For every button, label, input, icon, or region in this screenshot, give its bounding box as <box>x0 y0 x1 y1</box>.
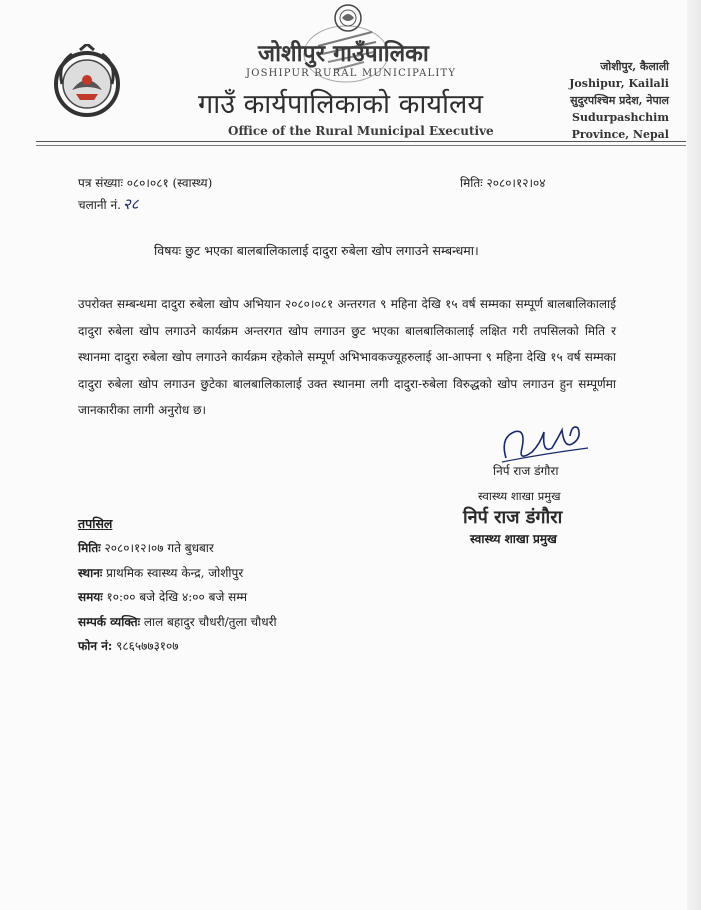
office-name-devanagari: गाउँ कार्यपालिकाको कार्यालय <box>198 89 483 120</box>
schedule-row <box>78 588 247 605</box>
header-divider <box>36 145 686 146</box>
schedule-label: फोन नं: <box>78 639 113 653</box>
schedule-label: मितिः <box>78 541 101 555</box>
schedule-value: प्राथमिक स्वास्थ्य केन्द्र, जोशीपुर <box>106 566 244 580</box>
signatory-title-stamp: स्वास्थ्य शाखा प्रमुख <box>470 532 557 546</box>
signatory-name-handwritten: निर्प राज डंगौरा <box>493 464 559 478</box>
letter-date: मितिः २०८०।१२।०४ <box>460 176 546 190</box>
schedule-row <box>78 564 243 581</box>
schedule-row <box>78 613 277 630</box>
dispatch-number-handwritten: २८ <box>122 195 139 213</box>
signatory-title: स्वास्थ्य शाखा प्रमुख <box>478 489 561 503</box>
address-line: सुदुरपश्चिम प्रदेश, नेपाल <box>570 94 669 107</box>
office-name-english: Office of the Rural Municipal Executive <box>228 124 494 138</box>
municipality-name-devanagari: जोशीपुर गाउँपालिका <box>258 40 429 67</box>
letter-subject: विषयः छुट भएका बालबालिकालाई दादुरा रुबेला खोप लगाउने सम्बन्धमा। <box>154 243 479 258</box>
reference-number: पत्र संख्याः ०८०।०८१ (स्वास्थ्य) <box>78 176 213 190</box>
schedule-row <box>78 539 214 556</box>
schedule-title: तपसिल <box>78 516 113 531</box>
dispatch-number <box>78 194 139 214</box>
page-edge-shadow <box>687 0 701 910</box>
schedule-value: ९८६५७७३१०७ <box>116 639 179 653</box>
address-line: Province, Nepal <box>571 128 669 141</box>
dispatch-label: चलानी नं. <box>78 198 121 212</box>
address-line: Sudurpashchim <box>572 111 669 124</box>
handwritten-signature <box>492 418 592 468</box>
schedule-value: लाल बहादुर चौधरी/तुला चौधरी <box>143 615 277 629</box>
header-divider <box>36 141 686 142</box>
office-address <box>569 58 669 143</box>
letter-body: उपरोक्त सम्बन्धमा दादुरा रुबेला खोप अभियान २०८०।०८१ अन्तरगत ९ महिना देखि १५ वर्ष सम्मका सम्पूर्ण बालबालिकालाई दादुरा रुबेला खोप लगाउने कार्यक्रम अन्तरगत खोप लगाउन छुट भएका बालबालिकालाई लक्षित गरी तपसिलको मिति र स्थानमा दादुरा रुबेला खोप लगाउने कार्यक्रम रहेकोले सम्पूर्ण अभिभावकज्यूहरुलाई आ-आफ्ना ९ महिना देखि १५ वर्ष सम्मका दादुरा रुबेला खोप लगाउन छुटेका बालबालिकालाई उक्त स्थानमा लगी दादुरा-रुबेला विरुद्धको खोप लगाउन हुन सम्पूर्णमा जानकारीका लागी अनुरोध छ। <box>78 297 616 417</box>
schedule-value: २०८०।१२।०७ गते बुधबार <box>104 541 214 555</box>
schedule-value: १०:०० बजे देखि ४:०० बजे सम्म <box>106 590 248 604</box>
municipality-name-english: JOSHIPUR RURAL MUNICIPALITY <box>246 68 457 79</box>
schedule-label: स्थानः <box>78 566 103 580</box>
address-line: Joshipur, Kailali <box>569 77 669 90</box>
nepal-emblem-logo <box>52 44 122 122</box>
address-line: जोशीपुर, कैलाली <box>600 60 669 73</box>
schedule-label: सम्पर्क व्यक्तिः <box>78 615 141 629</box>
signatory-name-stamp: निर्प राज डंगौरा <box>463 507 563 528</box>
schedule-row <box>78 637 179 654</box>
schedule-label: समयः <box>78 590 103 604</box>
